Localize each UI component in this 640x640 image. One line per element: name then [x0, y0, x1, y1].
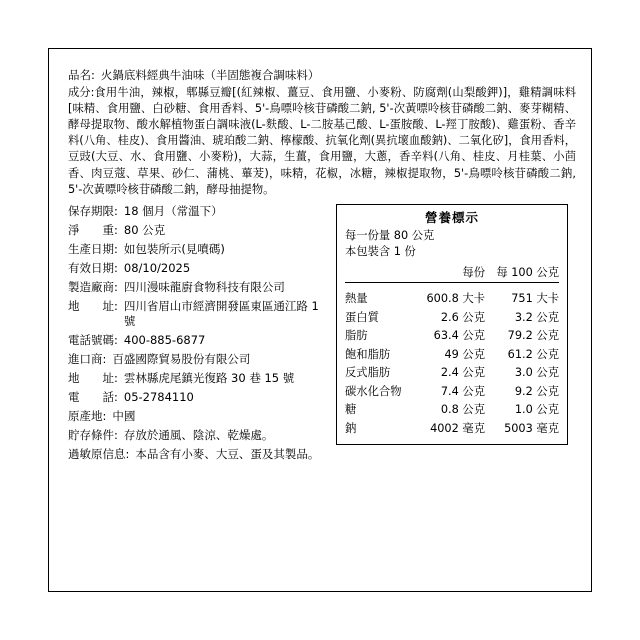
detail-value: 05-2784110 [123, 390, 194, 405]
nutrition-row-per-100g: 79.2 公克 [507, 329, 559, 343]
nutrition-row-label: 蛋白質 [345, 310, 379, 324]
nutrition-row-label: 熱量 [345, 292, 368, 306]
product-name-row [68, 68, 576, 84]
detail-value: 存放於通風、陰涼、乾燥處。 [123, 428, 274, 443]
detail-value: 400-885-6877 [123, 333, 206, 348]
nutrition-row-label: 鈉 [345, 421, 357, 435]
detail-label: 生產日期: [68, 241, 118, 256]
detail-row-storage [68, 428, 328, 444]
nutrition-panel [336, 204, 576, 445]
nutrition-header-blank [345, 263, 411, 283]
detail-value: 四川漫味龍廚食物科技有限公司 [123, 279, 285, 294]
nutrition-row-per-serving: 600.8 大卡 [426, 292, 485, 306]
ingredients-value: 食用牛油，辣椒，郫縣豆瓣[(紅辣椒、薑豆、食用鹽、小麥粉、防腐劑(山梨酸鉀)]，雞精調味料[味精、食用鹽、白砂糖、食用香料、5'-鳥嘌呤核苷磷酸二鈉, 5'-次黃嘌呤核苷磷酸二鈉、麥芽糊精、酵母提取物、酸水解植物蛋白調味液(L-麩酸、L-二胺基己酸、L-蛋胺酸、L-羥丁胺酸)、雞蛋粉、香辛料(八角、桂皮)、食用醬油、琥珀酸二鈉、檸檬酸、抗氧化劑(異抗壞血酸鈉)、二氧化矽]，食用香料，豆豉(大豆、水、食用鹽、小麥粉)，大蒜，生薑，食用鹽，大蔥，香辛料(八角、桂皮、月桂葉、小茴香、肉豆蔻、草果、砂仁、蒲桃、蓽茇)，味精，花椒，冰糖，辣椒提取物，5'-鳥嘌呤核苷磷酸二鈉, 5'-次黃嘌呤核苷磷酸二鈉，酵母抽提物。 [68, 85, 576, 196]
nutrition-header-per-serving: 每份 [411, 263, 485, 283]
nutrition-row-per-serving: 49 公克 [444, 347, 485, 361]
detail-value: 百盛國際貿易股份有限公司 [112, 352, 251, 367]
nutrition-row-trans-fat [345, 364, 559, 383]
detail-row-importer-address [68, 371, 328, 387]
detail-row-allergens [68, 447, 328, 463]
nutrition-row-label: 飽和脂肪 [345, 347, 391, 361]
detail-row-production-date [68, 242, 328, 258]
detail-label: 製造廠商: [68, 279, 118, 294]
detail-label: 原產地: [68, 409, 107, 424]
detail-value: 中國 [112, 409, 136, 424]
detail-value: 80 公克 [123, 222, 166, 237]
detail-label: 地 址: [68, 298, 118, 313]
detail-value: 雲林縣虎尾鎮光復路 30 巷 15 號 [123, 371, 295, 386]
nutrition-row-label: 反式脂肪 [345, 366, 391, 380]
details-list [68, 204, 336, 467]
nutrition-servings-per-pack: 本包裝含 1 份 [345, 245, 416, 259]
detail-label: 保存期限: [68, 203, 118, 218]
nutrition-row-carbohydrate [345, 382, 559, 401]
nutrition-row-fat [345, 327, 559, 346]
nutrition-row-sugar [345, 401, 559, 420]
ingredients-label: 成分: [68, 85, 95, 99]
nutrition-header-row [345, 263, 559, 283]
nutrition-row-per-serving: 0.8 公克 [440, 403, 485, 417]
nutrition-row-label: 脂肪 [345, 329, 368, 343]
nutrition-row-per-100g: 751 大卡 [511, 292, 559, 306]
nutrition-row-per-serving: 2.4 公克 [440, 366, 485, 380]
detail-label: 電 話: [68, 390, 118, 405]
nutrition-row-per-100g: 5003 毫克 [504, 421, 559, 435]
nutrition-row-per-100g: 3.0 公克 [514, 366, 559, 380]
nutrition-row-per-100g: 1.0 公克 [514, 403, 559, 417]
detail-label: 貯存條件: [68, 428, 118, 443]
ingredients-block [68, 85, 576, 198]
detail-label: 淨 重: [68, 222, 118, 237]
detail-value: 08/10/2025 [123, 260, 191, 275]
detail-row-phone [68, 333, 328, 349]
nutrition-header-per-100g: 每 100 公克 [485, 263, 559, 283]
nutrition-row-sodium [345, 419, 559, 438]
nutrition-row-per-serving: 7.4 公克 [440, 384, 485, 398]
nutrition-row-saturated-fat [345, 345, 559, 364]
nutrition-row-per-100g: 3.2 公克 [514, 310, 559, 324]
label-content [68, 68, 576, 466]
detail-row-importer [68, 352, 328, 368]
detail-row-shelf-life [68, 204, 328, 220]
detail-label: 過敏原信息: [68, 447, 130, 462]
detail-label: 地 址: [68, 371, 118, 386]
nutrition-row-per-100g: 9.2 公克 [514, 384, 559, 398]
nutrition-row-label: 碳水化合物 [345, 384, 402, 398]
product-name-value: 火鍋底料經典牛油味（半固態複合調味料） [100, 68, 320, 82]
nutrition-row-protein [345, 308, 559, 327]
detail-row-manufacturer-address [68, 299, 328, 330]
detail-label: 有效日期: [68, 260, 118, 275]
detail-label: 電話號碼: [68, 333, 118, 348]
lower-section [68, 204, 576, 467]
nutrition-row-per-serving: 2.6 公克 [440, 310, 485, 324]
nutrition-row-per-serving: 4002 毫克 [430, 421, 485, 435]
nutrition-title: 營養標示 [424, 209, 479, 225]
detail-row-net-weight [68, 223, 328, 239]
detail-row-importer-phone [68, 390, 328, 406]
detail-value: 四川省眉山市經濟開發區東區通江路 1 號 [123, 298, 319, 329]
nutrition-serving-size: 每一份量 80 公克 [345, 229, 435, 243]
detail-value: 本品含有小麥、大豆、蛋及其製品。 [135, 447, 320, 462]
nutrition-row-energy [345, 288, 559, 308]
detail-row-origin [68, 409, 328, 425]
nutrition-box [336, 204, 568, 445]
detail-value: 如包裝所示(見噴碼) [123, 241, 225, 256]
nutrition-row-per-serving: 63.4 公克 [433, 329, 485, 343]
detail-value: 18 個月（常溫下） [123, 203, 223, 218]
detail-label: 進口商: [68, 352, 107, 367]
detail-row-manufacturer [68, 280, 328, 296]
nutrition-row-label: 糖 [345, 403, 357, 417]
nutrition-table [345, 263, 559, 438]
detail-row-expiry-date [68, 261, 328, 277]
nutrition-row-per-100g: 61.2 公克 [507, 347, 559, 361]
product-name-label: 品名: [68, 68, 95, 82]
